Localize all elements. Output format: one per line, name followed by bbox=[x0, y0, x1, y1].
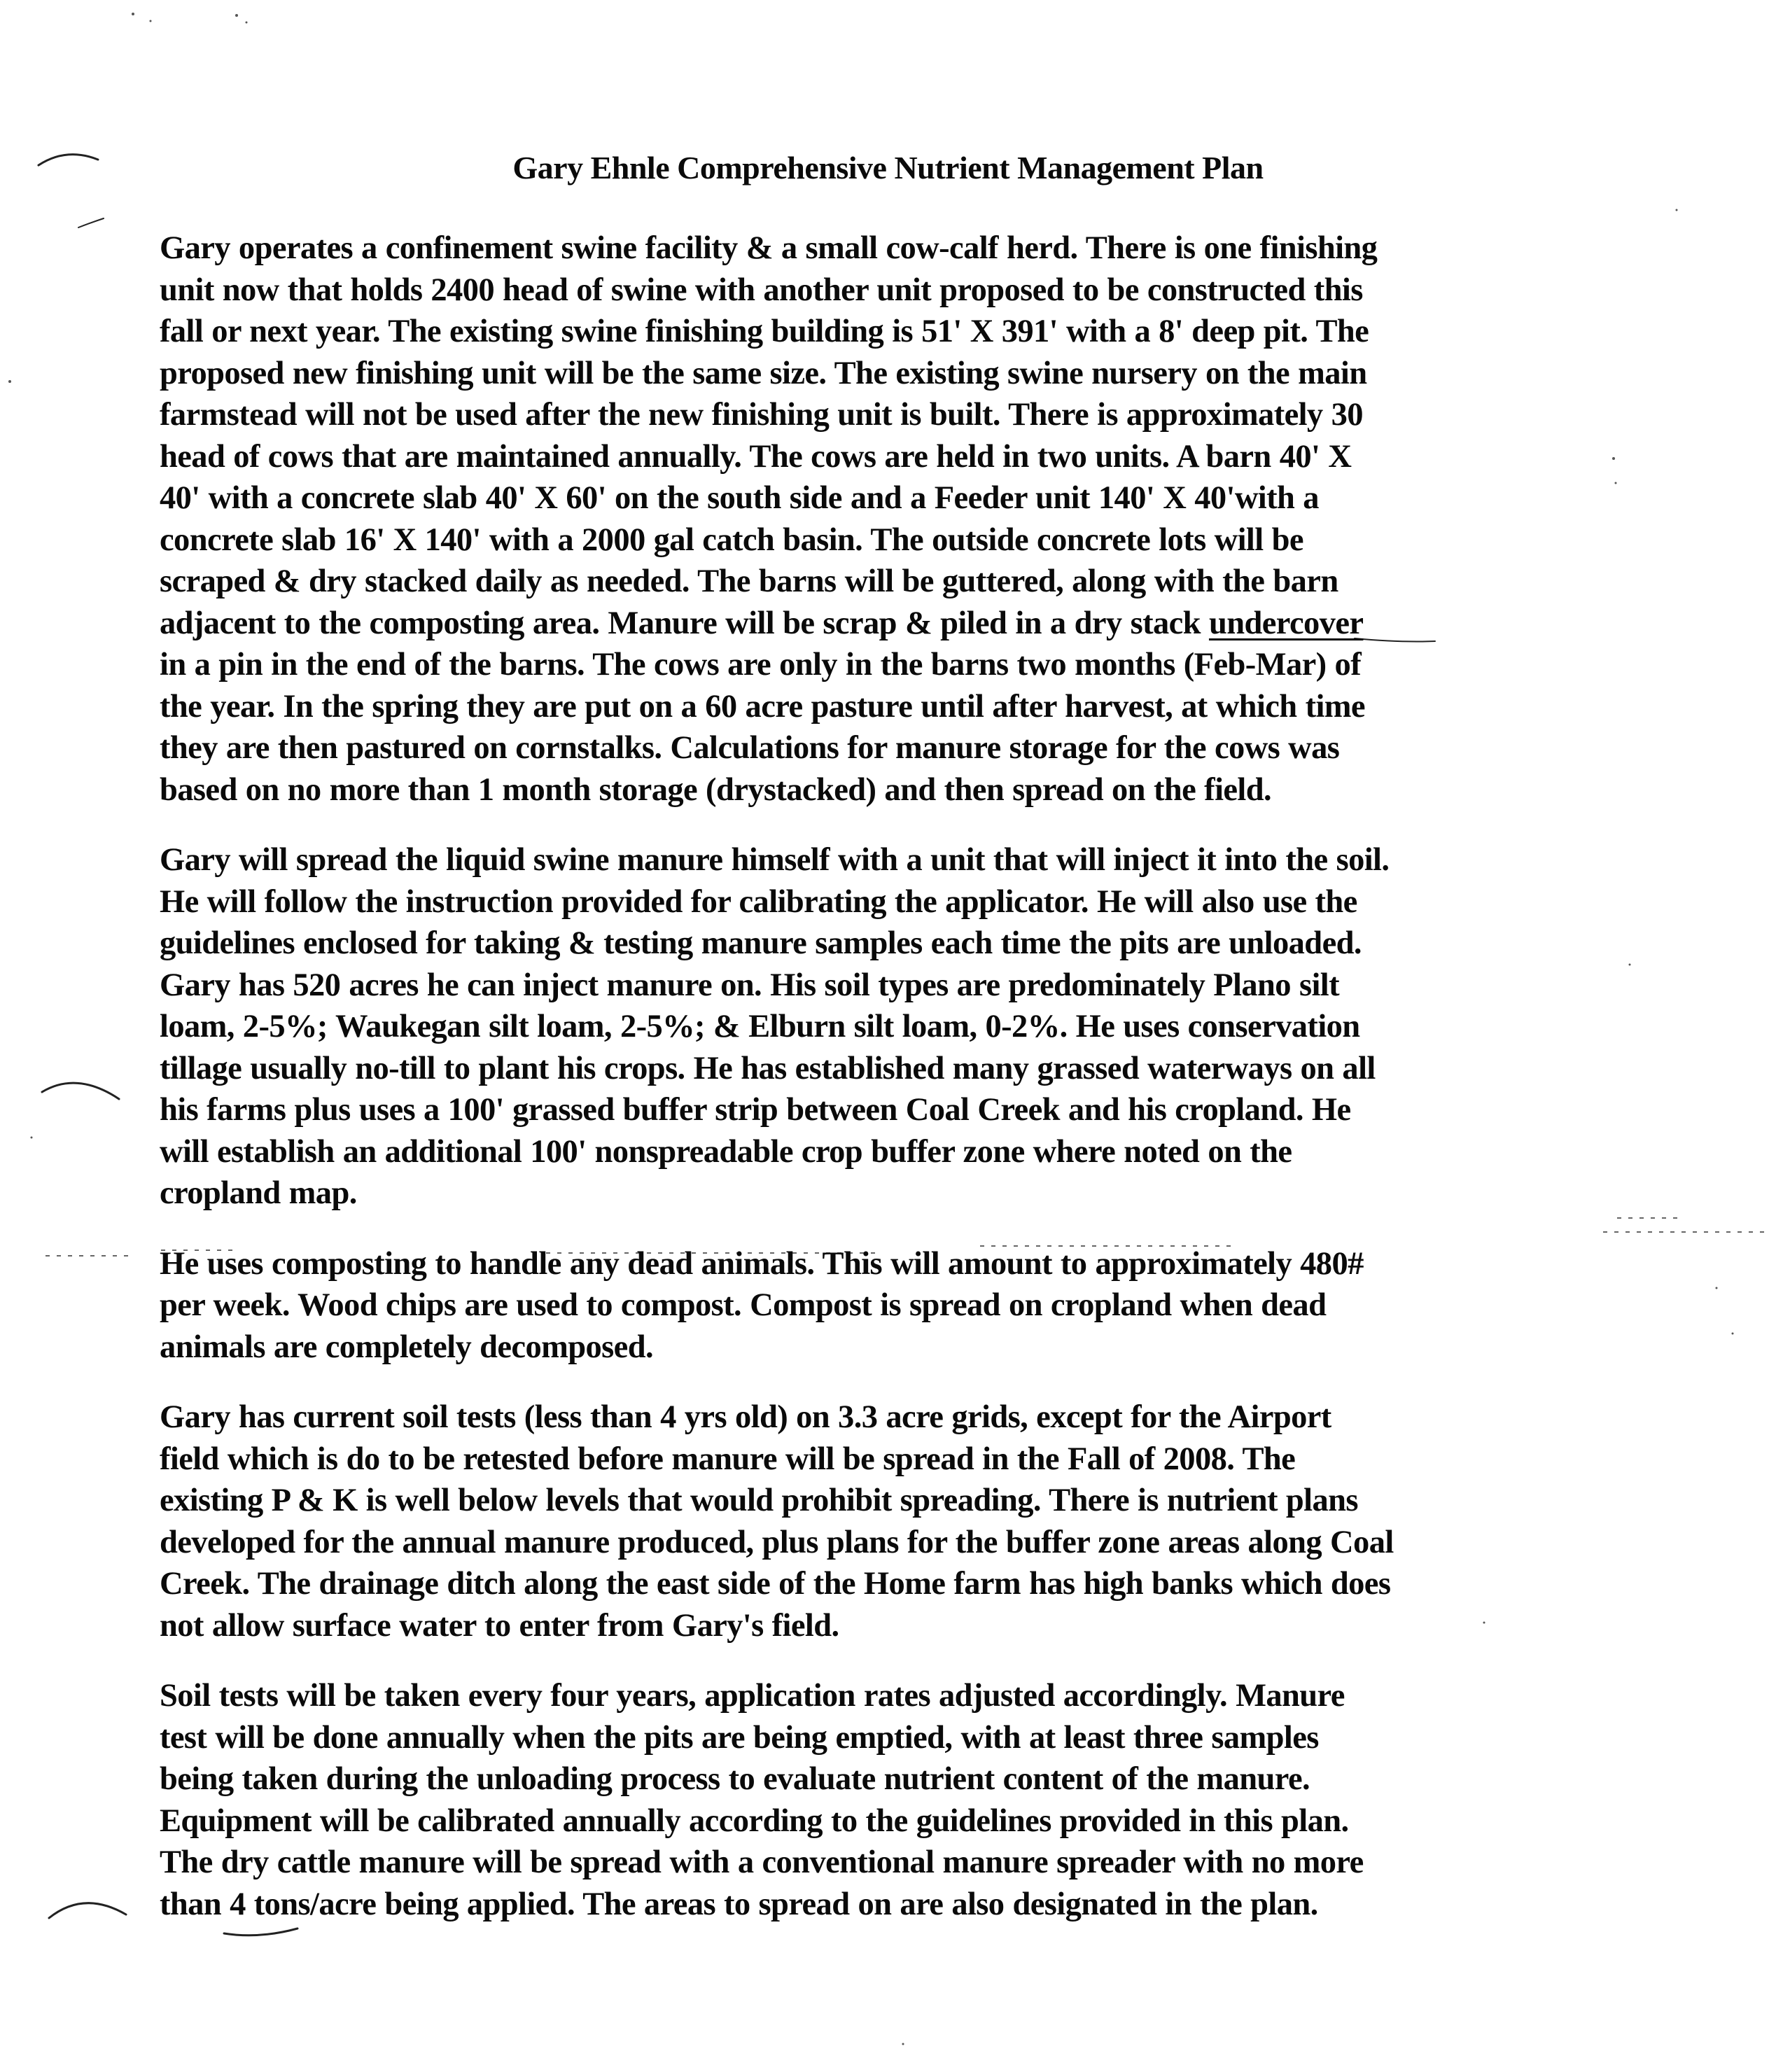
underlined-word: undercover bbox=[1208, 605, 1364, 641]
text-line: fall or next year. The existing swine finishing building is 51' X 391' with a 8' deep pit. The bbox=[160, 314, 1369, 349]
text-line: being taken during the unloading process to evaluate nutrient content of the manure. bbox=[160, 1761, 1310, 1797]
text-line: Gary will spread the liquid swine manure himself with a unit that will inject it into the soil. bbox=[160, 842, 1390, 878]
text-line: developed for the annual manure produced, plus plans for the buffer zone areas along Coal bbox=[160, 1524, 1394, 1560]
text-line: concrete slab 16' X 140' with a 2000 gal catch basin. The outside concrete lots will be bbox=[160, 522, 1303, 558]
text-line: per week. Wood chips are used to compost. Compost is spread on cropland when dead bbox=[160, 1287, 1327, 1323]
text-line: the year. In the spring they are put on a 60 acre pasture until after harvest, at which time bbox=[160, 688, 1365, 724]
text-line: test will be done annually when the pits are being emptied, with at least three samples bbox=[160, 1719, 1319, 1756]
text-line: head of cows that are maintained annually. The cows are held in two units. A barn 40' X bbox=[160, 438, 1352, 475]
text-line: field which is do to be retested before manure will be spread in the Fall of 2008. The bbox=[160, 1441, 1296, 1477]
paragraph-schedule bbox=[160, 1675, 1574, 1925]
document-title: Gary Ehnle Comprehensive Nutrient Management Plan bbox=[512, 150, 1264, 186]
text-line: Gary has 520 acres he can inject manure on. His soil types are predominately Plano silt bbox=[160, 967, 1339, 1003]
text-line: cropland map. bbox=[160, 1175, 357, 1211]
paragraph-operations bbox=[160, 227, 1574, 811]
text-line: animals are completely decomposed. bbox=[160, 1329, 653, 1365]
text-segment: adjacent to the composting area. Manure will be scrap & piled in a dry stack bbox=[160, 605, 1209, 641]
text-line: his farms plus uses a 100' grassed buffer strip between Coal Creek and his cropland. He bbox=[160, 1092, 1351, 1128]
text-line: than 4 tons/acre being applied. The areas to spread on are also designated in the plan. bbox=[160, 1886, 1318, 1922]
paragraph-composting bbox=[160, 1243, 1574, 1368]
text-line: farmstead will not be used after the new finishing unit is built. There is approximately 30 bbox=[160, 397, 1363, 433]
paragraph-soil-tests bbox=[160, 1396, 1574, 1646]
text-line: guidelines enclosed for taking & testing manure samples each time the pits are unloaded. bbox=[160, 925, 1362, 961]
text-line: unit now that holds 2400 head of swine with another unit proposed to be constructed this bbox=[160, 272, 1363, 308]
text-line: He will follow the instruction provided for calibrating the applicator. He will also use the bbox=[160, 883, 1357, 920]
text-line: Equipment will be calibrated annually according to the guidelines provided in this plan. bbox=[160, 1802, 1349, 1839]
text-line: based on no more than 1 month storage (drystacked) and then spread on the field. bbox=[160, 771, 1272, 808]
text-line: The dry cattle manure will be spread with a conventional manure spreader with no more bbox=[160, 1844, 1364, 1880]
text-line: they are then pastured on cornstalks. Calculations for manure storage for the cows was bbox=[160, 730, 1340, 766]
text-line: existing P & K is well below levels that would prohibit spreading. There is nutrient plans bbox=[160, 1483, 1358, 1518]
text-line: loam, 2-5%; Waukegan silt loam, 2-5%; & Elburn silt loam, 0-2%. He uses conservation bbox=[160, 1009, 1360, 1044]
text-line-with-underline bbox=[160, 603, 1574, 645]
text-line: Gary has current soil tests (less than 4 yrs old) on 3.3 acre grids, except for the Airport bbox=[160, 1399, 1331, 1435]
text-line: will establish an additional 100' nonspreadable crop buffer zone where noted on the bbox=[160, 1133, 1292, 1170]
text-line: He uses composting to handle any dead animals. This will amount to approximately 480# bbox=[160, 1245, 1364, 1282]
text-line: scraped & dry stacked daily as needed. The barns will be guttered, along with the barn bbox=[160, 564, 1338, 599]
text-line: in a pin in the end of the barns. The cows are only in the barns two months (Feb-Mar) of bbox=[160, 647, 1362, 682]
text-line: Gary operates a confinement swine facility & a small cow-calf herd. There is one finishing bbox=[160, 230, 1378, 266]
text-line: tillage usually no-till to plant his crops. He has established many grassed waterways on all bbox=[160, 1050, 1376, 1086]
text-line: Soil tests will be taken every four years, application rates adjusted accordingly. Manure bbox=[160, 1678, 1345, 1714]
document-body bbox=[160, 227, 1574, 1954]
paragraph-liquid-manure bbox=[160, 839, 1574, 1214]
text-line: proposed new finishing unit will be the same size. The existing swine nursery on the main bbox=[160, 355, 1367, 391]
text-line: not allow surface water to enter from Gary's field. bbox=[160, 1607, 839, 1644]
text-line: Creek. The drainage ditch along the east side of the Home farm has high banks which does bbox=[160, 1566, 1391, 1602]
text-line: 40' with a concrete slab 40' X 60' on the south side and a Feeder unit 140' X 40'with a bbox=[160, 480, 1319, 516]
